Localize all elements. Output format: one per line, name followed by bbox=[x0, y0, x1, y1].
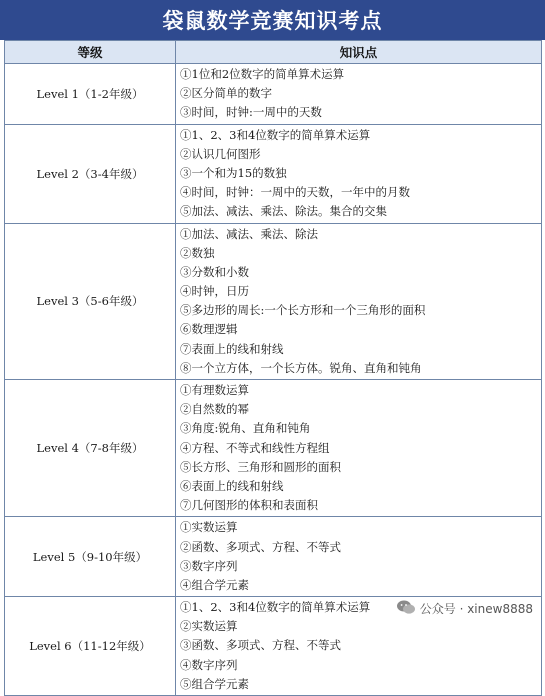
knowledge-item: ⑤组合学元素 bbox=[180, 676, 249, 691]
points-cell bbox=[176, 517, 542, 597]
table-row bbox=[5, 223, 542, 380]
table-row bbox=[5, 124, 542, 223]
table-row bbox=[5, 64, 542, 125]
knowledge-item: ②认识几何图形 bbox=[180, 146, 261, 161]
wechat-watermark bbox=[396, 599, 533, 618]
knowledge-item: ⑦几何图形的体积和表面积 bbox=[180, 498, 318, 513]
points-cell bbox=[176, 124, 542, 223]
knowledge-item: ①有理数运算 bbox=[180, 383, 249, 397]
knowledge-table bbox=[4, 40, 542, 696]
knowledge-item: ③函数、多项式、方程、不等式 bbox=[180, 638, 341, 653]
knowledge-item: ①1位和2位数字的简单算术运算 bbox=[180, 67, 345, 81]
knowledge-item: ①实数运算 bbox=[180, 520, 238, 535]
level-cell: Level 1（1-2年级） bbox=[5, 64, 176, 125]
level-cell: Level 6（11-12年级） bbox=[5, 597, 176, 696]
level-cell: Level 2（3-4年级） bbox=[5, 124, 176, 223]
table-header-row bbox=[5, 41, 542, 64]
knowledge-item: ⑤长方形、三角形和圆形的面积 bbox=[180, 459, 341, 474]
knowledge-item: ②实数运算 bbox=[180, 619, 238, 634]
knowledge-item: ③数字序列 bbox=[180, 558, 238, 573]
knowledge-item: ⑦表面上的线和射线 bbox=[180, 341, 284, 356]
knowledge-item: ③角度:锐角、直角和钝角 bbox=[180, 421, 311, 436]
knowledge-item: ④方程、不等式和线性方程组 bbox=[180, 440, 330, 455]
knowledge-item: ⑧一个立方体，一个长方体。锐角、直角和钝角 bbox=[180, 360, 422, 375]
knowledge-item: ②自然数的幂 bbox=[180, 402, 249, 417]
points-cell bbox=[176, 223, 542, 380]
knowledge-item: ①1、2、3和4位数字的简单算术运算 bbox=[180, 600, 371, 615]
knowledge-item: ⑤加法、减法、乘法、除法。集合的交集 bbox=[180, 204, 387, 219]
table-row bbox=[5, 380, 542, 517]
wechat-icon bbox=[396, 599, 416, 618]
knowledge-item: ⑤多边形的周长:一个长方形和一个三角形的面积 bbox=[180, 303, 426, 318]
level-cell: Level 3（5-6年级） bbox=[5, 223, 176, 380]
points-cell bbox=[176, 380, 542, 517]
knowledge-item: ③分数和小数 bbox=[180, 264, 249, 279]
knowledge-item: ②数独 bbox=[180, 245, 215, 260]
level-cell: Level 5（9-10年级） bbox=[5, 517, 176, 597]
page-title: 袋鼠数学竞赛知识考点 bbox=[0, 0, 545, 40]
knowledge-item: ②区分简单的数字 bbox=[180, 86, 272, 101]
knowledge-item: ④时钟，日历 bbox=[180, 284, 249, 299]
knowledge-item: ③时间，时钟:一周中的天数 bbox=[180, 105, 322, 120]
level-cell: Level 4（7-8年级） bbox=[5, 380, 176, 517]
knowledge-item: ②函数、多项式、方程、不等式 bbox=[180, 539, 341, 554]
knowledge-item: ⑥数理逻辑 bbox=[180, 322, 238, 337]
knowledge-item: ①加法、减法、乘法、除法 bbox=[180, 226, 318, 241]
points-cell bbox=[176, 64, 542, 125]
table-row bbox=[5, 517, 542, 597]
knowledge-item: ⑥表面上的线和射线 bbox=[180, 478, 284, 493]
knowledge-item: ③一个和为15的数独 bbox=[180, 165, 287, 180]
column-header-points: 知识点 bbox=[176, 41, 542, 64]
knowledge-item: ④时间，时钟：一周中的天数，一年中的月数 bbox=[180, 185, 410, 200]
knowledge-item: ④组合学元素 bbox=[180, 577, 249, 592]
watermark-text: 公众号 · xinew8888 bbox=[419, 602, 533, 616]
column-header-level: 等级 bbox=[5, 41, 176, 64]
knowledge-item: ①1、2、3和4位数字的简单算术运算 bbox=[180, 127, 371, 142]
knowledge-item: ④数字序列 bbox=[180, 657, 238, 672]
